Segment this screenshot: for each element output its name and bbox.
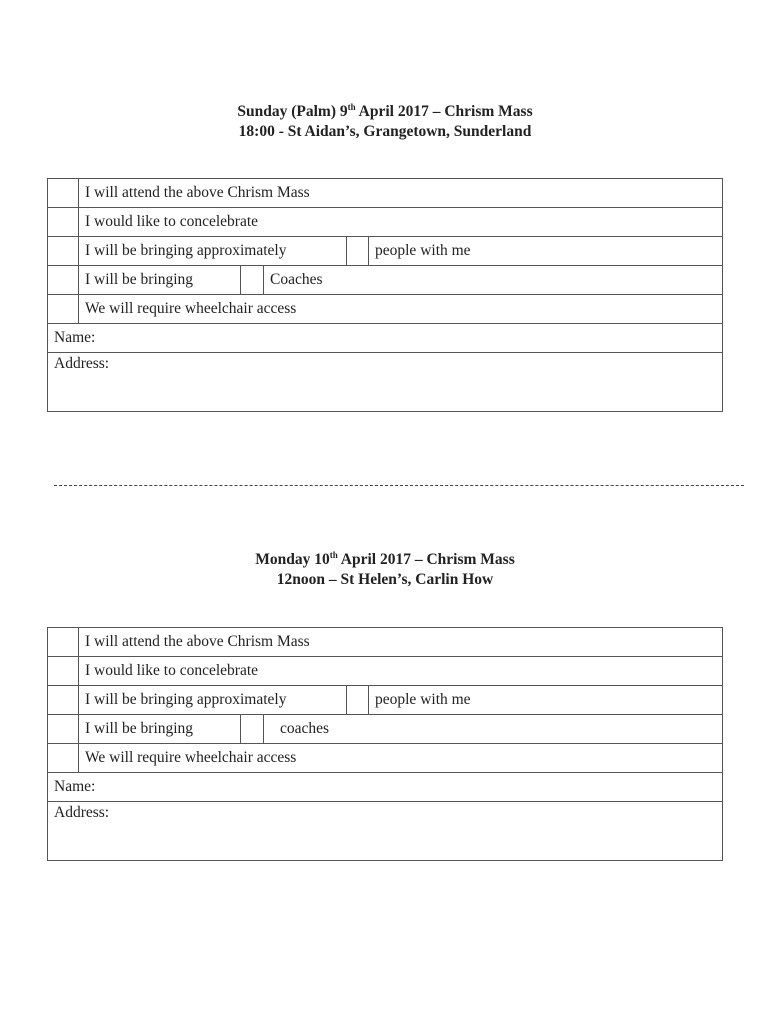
form1-wheelchair-label: We will require wheelchair access xyxy=(79,295,723,324)
form1-heading-line1: Sunday (Palm) 9th April 2017 – Chrism Mass xyxy=(237,101,533,120)
form1-people-with-me-label: people with me xyxy=(369,237,723,266)
form1-concelebrate-label: I would like to concelebrate xyxy=(79,208,723,237)
form2-people-count-field[interactable] xyxy=(347,686,369,715)
form2-coaches-count-field[interactable] xyxy=(241,715,264,744)
form1-concelebrate-checkbox[interactable] xyxy=(48,208,79,237)
form1-people-count-field[interactable] xyxy=(347,237,369,266)
form1-coaches-count-field[interactable] xyxy=(241,266,264,295)
form1-bringing-label: I will be bringing xyxy=(79,266,241,295)
form2-people-checkbox[interactable] xyxy=(48,686,79,715)
form1-heading xyxy=(0,102,770,142)
form1-people-checkbox[interactable] xyxy=(48,237,79,266)
form2-table xyxy=(47,627,723,861)
form2-bringing-label: I will be bringing xyxy=(79,715,241,744)
form1-bringing-approx-label: I will be bringing approximately xyxy=(79,237,347,266)
form1-coaches-label: Coaches xyxy=(264,266,723,295)
form2-wheelchair-checkbox[interactable] xyxy=(48,744,79,773)
form2-coaches-label: coaches xyxy=(264,715,723,744)
form2-bringing-approx-label: I will be bringing approximately xyxy=(79,686,347,715)
form2-concelebrate-label: I would like to concelebrate xyxy=(79,657,723,686)
form1-coaches-checkbox[interactable] xyxy=(48,266,79,295)
form2-heading xyxy=(0,550,770,590)
form2-wheelchair-label: We will require wheelchair access xyxy=(79,744,723,773)
form2-coaches-checkbox[interactable] xyxy=(48,715,79,744)
form1-attend-label: I will attend the above Chrism Mass xyxy=(79,179,723,208)
form1-address-field[interactable]: Address: xyxy=(48,353,723,412)
form2-address-field[interactable]: Address: xyxy=(48,802,723,861)
form2-attend-checkbox[interactable] xyxy=(48,628,79,657)
form1-attend-checkbox[interactable] xyxy=(48,179,79,208)
form2-people-with-me-label: people with me xyxy=(369,686,723,715)
form2-name-field[interactable]: Name: xyxy=(48,773,723,802)
form2-heading-line2: 12noon – St Helen’s, Carlin How xyxy=(276,571,494,588)
form2-heading-line1: Monday 10th April 2017 – Chrism Mass xyxy=(255,549,515,568)
form1-heading-line2: 18:00 - St Aidan’s, Grangetown, Sunderland xyxy=(238,123,532,140)
form2-attend-label: I will attend the above Chrism Mass xyxy=(79,628,723,657)
form1-name-field[interactable]: Name: xyxy=(48,324,723,353)
form1-wheelchair-checkbox[interactable] xyxy=(48,295,79,324)
form2-concelebrate-checkbox[interactable] xyxy=(48,657,79,686)
form1-table xyxy=(47,178,723,412)
cut-line-divider xyxy=(54,485,744,486)
